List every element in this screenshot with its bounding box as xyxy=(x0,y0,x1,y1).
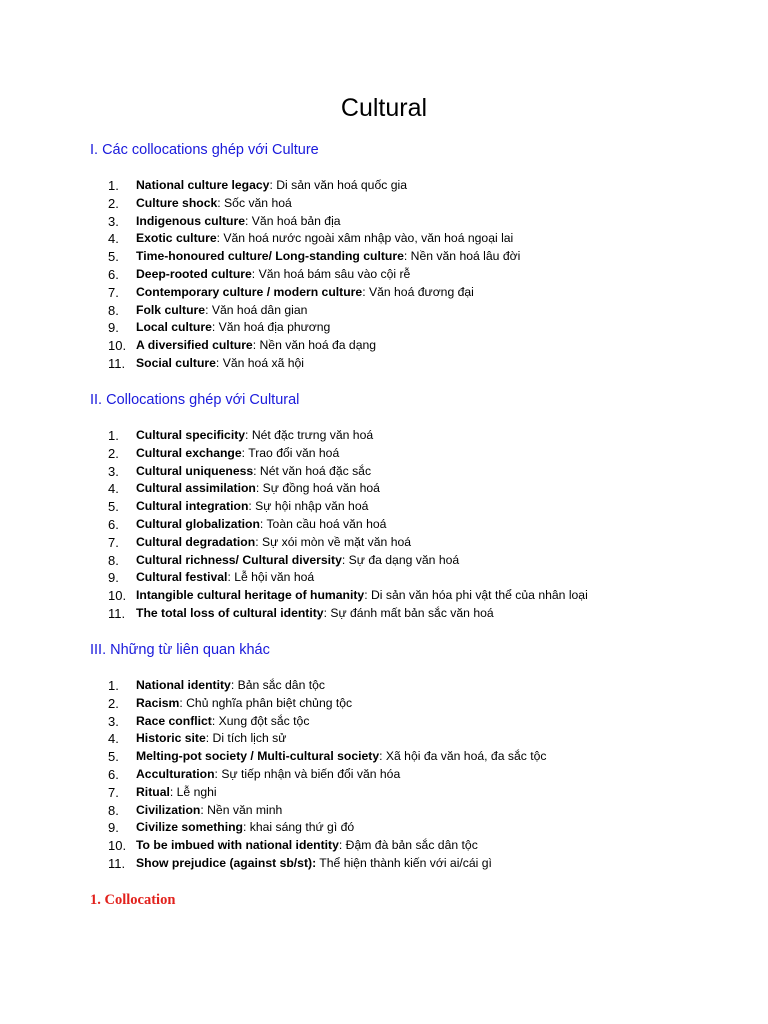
item-number: 3. xyxy=(108,463,119,479)
item-definition: : Xung đột sắc tộc xyxy=(211,713,310,728)
item-number: 4. xyxy=(108,231,119,247)
item-definition: : Nền văn minh xyxy=(200,802,283,817)
item-term: Cultural globalization xyxy=(136,516,260,531)
item-term: Cultural uniqueness xyxy=(136,463,254,478)
section-heading-1: I. Các collocations ghép với Culture xyxy=(90,142,319,158)
list-item xyxy=(108,248,520,266)
item-definition: : Lễ nghi xyxy=(169,784,217,799)
item-number: 7. xyxy=(108,534,119,550)
item-term: Civilization xyxy=(136,802,201,817)
item-number: 8. xyxy=(108,802,119,818)
list-item xyxy=(108,605,588,623)
item-number: 11. xyxy=(108,855,126,871)
item-number: 3. xyxy=(108,213,119,229)
item-definition: : Trao đổi văn hoá xyxy=(241,445,340,460)
list-item xyxy=(108,837,546,855)
list-item xyxy=(108,784,546,802)
item-definition: : Nền văn hoá đa dạng xyxy=(252,338,377,353)
collocation-list-2 xyxy=(108,427,588,623)
item-definition: : Sự đồng hoá văn hoá xyxy=(255,481,380,496)
item-number: 2. xyxy=(108,695,119,711)
section-heading-2: II. Collocations ghép với Cultural xyxy=(90,392,300,408)
item-number: 7. xyxy=(108,784,119,800)
item-term: Race conflict xyxy=(136,713,212,728)
list-item xyxy=(108,766,546,784)
list-item xyxy=(108,534,588,552)
subheading-collocation: 1. Collocation xyxy=(90,892,176,908)
list-item xyxy=(108,730,546,748)
list-item xyxy=(108,463,588,481)
item-definition: : Di sản văn hoá quốc gia xyxy=(269,178,407,192)
item-term: Exotic culture xyxy=(136,231,217,246)
item-term: National culture legacy xyxy=(136,178,270,192)
item-definition: : Sự tiếp nhận và biến đổi văn hóa xyxy=(214,766,401,781)
item-definition: : Văn hoá đương đại xyxy=(362,284,474,299)
item-term: Local culture xyxy=(136,320,212,335)
item-definition: : Di tích lịch sử xyxy=(205,731,287,746)
list-item xyxy=(108,266,520,284)
item-term: Racism xyxy=(136,695,180,710)
item-term: Ritual xyxy=(136,784,170,799)
item-number: 11. xyxy=(108,605,126,621)
item-number: 9. xyxy=(108,320,119,336)
list-item xyxy=(108,516,588,534)
item-term: Melting-pot society / Multi-cultural society xyxy=(136,749,380,764)
item-definition: : Bản sắc dân tộc xyxy=(230,678,325,692)
item-term: Social culture xyxy=(136,355,216,370)
item-definition: : Nền văn hoá lâu đời xyxy=(403,249,521,264)
list-item xyxy=(108,319,520,337)
item-number: 4. xyxy=(108,731,119,747)
list-item xyxy=(108,855,546,873)
item-number: 1. xyxy=(108,428,119,443)
list-item xyxy=(108,802,546,820)
item-definition: : Văn hoá dân gian xyxy=(205,302,308,317)
item-number: 1. xyxy=(108,678,119,693)
item-definition: : Văn hoá xã hội xyxy=(215,355,305,370)
item-definition: : Sự xói mòn về mặt văn hoá xyxy=(255,534,412,549)
item-term: Show prejudice (against sb/st): xyxy=(136,855,317,870)
list-item xyxy=(108,569,588,587)
item-term: Contemporary culture / modern culture xyxy=(136,284,363,299)
item-number: 2. xyxy=(108,195,119,211)
item-number: 1. xyxy=(108,178,119,193)
item-definition: : Nét đặc trưng văn hoá xyxy=(245,428,374,442)
list-item xyxy=(108,445,588,463)
list-item xyxy=(108,713,546,731)
item-number: 3. xyxy=(108,713,119,729)
collocation-list-1 xyxy=(108,177,520,373)
item-definition: : Đậm đà bản sắc dân tộc xyxy=(338,838,478,853)
item-term: Intangible cultural heritage of humanity xyxy=(136,588,365,603)
list-item xyxy=(108,302,520,320)
item-term: National identity xyxy=(136,678,231,692)
item-term: The total loss of cultural identity xyxy=(136,605,324,620)
item-number: 5. xyxy=(108,749,119,765)
item-number: 8. xyxy=(108,302,119,318)
item-number: 5. xyxy=(108,249,119,265)
item-number: 9. xyxy=(108,820,119,836)
item-number: 6. xyxy=(108,766,119,782)
item-definition: Thể hiện thành kiến với ai/cái gì xyxy=(316,855,492,870)
list-item xyxy=(108,480,588,498)
item-term: Cultural integration xyxy=(136,499,249,514)
item-number: 5. xyxy=(108,499,119,515)
item-number: 8. xyxy=(108,552,119,568)
item-term: Cultural richness/ Cultural diversity xyxy=(136,552,342,567)
item-number: 11. xyxy=(108,355,126,371)
item-term: Cultural degradation xyxy=(136,534,256,549)
item-number: 10. xyxy=(108,588,127,604)
item-term: To be imbued with national identity xyxy=(136,838,339,853)
item-number: 9. xyxy=(108,570,119,586)
list-item xyxy=(108,427,588,445)
item-number: 6. xyxy=(108,516,119,532)
list-item xyxy=(108,355,520,373)
list-item xyxy=(108,695,546,713)
item-term: Civilize something xyxy=(136,820,243,835)
list-item xyxy=(108,284,520,302)
section-heading-3: III. Những từ liên quan khác xyxy=(90,642,270,658)
list-item xyxy=(108,213,520,231)
item-definition: : Toàn cầu hoá văn hoá xyxy=(259,516,387,531)
page-title: Cultural xyxy=(340,94,428,122)
item-definition: : Văn hoá nước ngoài xâm nhập vào, văn hoá ngoại lai xyxy=(216,231,514,246)
item-definition: : Sự hội nhập văn hoá xyxy=(248,499,369,514)
item-term: Deep-rooted culture xyxy=(136,266,252,281)
item-term: A diversified culture xyxy=(136,338,253,353)
item-definition: : khai sáng thứ gì đó xyxy=(243,820,355,835)
item-number: 10. xyxy=(108,338,127,354)
list-item xyxy=(108,748,546,766)
item-definition: : Văn hoá bản địa xyxy=(245,213,341,228)
item-term: Time-honoured culture/ Long-standing culture xyxy=(136,249,404,264)
item-definition: : Văn hoá bám sâu vào cội rễ xyxy=(251,266,411,281)
list-item xyxy=(108,552,588,570)
list-item xyxy=(108,195,520,213)
item-number: 7. xyxy=(108,284,119,300)
item-term: Folk culture xyxy=(136,302,206,317)
item-term: Culture shock xyxy=(136,195,218,210)
list-item xyxy=(108,337,520,355)
item-number: 4. xyxy=(108,481,119,497)
item-term: Indigenous culture xyxy=(136,213,246,228)
item-definition: : Chủ nghĩa phân biệt chủng tộc xyxy=(179,695,353,710)
item-term: Cultural specificity xyxy=(136,428,246,442)
item-definition: : Di sản văn hóa phi vật thể của nhân loại xyxy=(364,588,588,603)
list-item xyxy=(108,498,588,516)
item-term: Cultural festival xyxy=(136,570,228,585)
list-item xyxy=(108,587,588,605)
list-item xyxy=(108,230,520,248)
item-definition: : Xã hội đa văn hoá, đa sắc tộc xyxy=(379,749,547,764)
item-term: Cultural exchange xyxy=(136,445,242,460)
item-definition: : Văn hoá địa phương xyxy=(211,320,331,335)
list-item xyxy=(108,177,520,195)
item-number: 10. xyxy=(108,838,127,854)
item-term: Acculturation xyxy=(136,766,215,781)
item-definition: : Sự đánh mất bản sắc văn hoá xyxy=(323,605,494,620)
list-item xyxy=(108,677,546,695)
item-definition: : Lễ hội văn hoá xyxy=(227,570,315,585)
item-number: 6. xyxy=(108,266,119,282)
item-definition: : Nét văn hoá đặc sắc xyxy=(253,463,372,478)
list-item xyxy=(108,819,546,837)
collocation-list-3 xyxy=(108,677,546,873)
item-number: 2. xyxy=(108,445,119,461)
item-term: Cultural assimilation xyxy=(136,481,256,496)
item-term: Historic site xyxy=(136,731,206,746)
item-definition: : Sự đa dạng văn hoá xyxy=(341,552,460,567)
item-definition: : Sốc văn hoá xyxy=(217,195,292,210)
